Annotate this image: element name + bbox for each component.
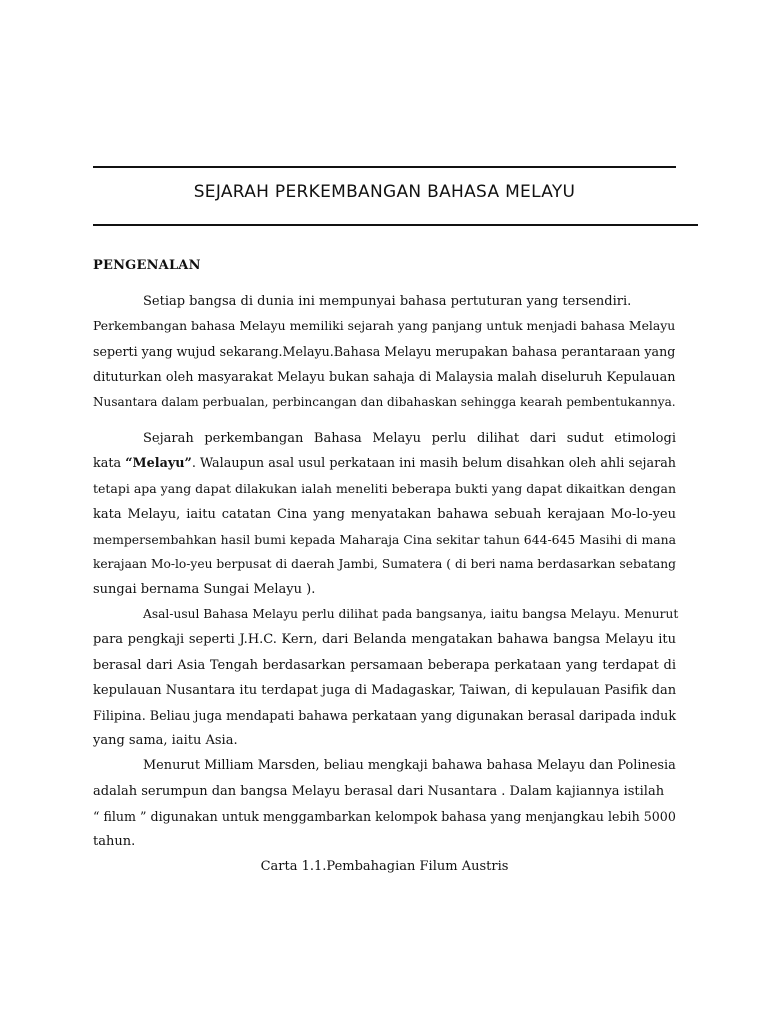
paragraph-line: tetapi apa yang dapat dilakukan ialah meneliti beberapa bukti yang dapat dikaitkan dengan xyxy=(93,481,676,497)
paragraph-line: Perkembangan bahasa Melayu memiliki sejarah yang panjang untuk menjadi bahasa Melayu xyxy=(93,319,676,334)
paragraph-line xyxy=(93,451,676,476)
paragraph-line: seperti yang wujud sekarang.Melayu.Bahasa Melayu merupakan bahasa perantaraan yang xyxy=(93,344,676,360)
paragraph-line: sungai bernama Sungai Melayu ). xyxy=(93,582,316,598)
document-body xyxy=(93,289,679,879)
paragraph-line: para pengkaji seperti J.H.C. Kern, dari Belanda mengatakan bahawa bangsa Melayu itu xyxy=(93,632,676,648)
paragraph-line: Menurut Milliam Marsden, beliau mengkaji bahawa bahasa Melayu dan Polinesia xyxy=(143,758,676,774)
paragraph-line: adalah serumpun dan bangsa Melayu berasal dari Nusantara . Dalam kajiannya istilah xyxy=(93,783,665,799)
paragraph-3 xyxy=(93,602,679,753)
paragraph-line: Sejarah perkembangan Bahasa Melayu perlu dilihat dari sudut etimologi xyxy=(143,430,676,446)
document-title: SEJARAH PERKEMBANGAN BAHASA MELAYU xyxy=(193,182,576,202)
paragraph-line: kata Melayu, iaitu catatan Cina yang menyatakan bahawa sebuah kerajaan Mo-lo-yeu xyxy=(93,506,676,522)
paragraph-line: kerajaan Mo-lo-yeu berpusat di daerah Jambi, Sumatera ( di beri nama berdasarkan sebatang xyxy=(93,556,676,571)
paragraph-line: berasal dari Asia Tengah berdasarkan persamaan beberapa perkataan yang terdapat di xyxy=(93,657,676,673)
paragraph-line: tahun. xyxy=(93,833,136,849)
paragraph-line: Setiap bangsa di dunia ini mempunyai bahasa pertuturan yang tersendiri. xyxy=(143,294,632,309)
bold-term: “Melayu” xyxy=(125,456,192,472)
section-heading: PENGENALAN xyxy=(93,258,201,273)
paragraph-line: yang sama, iaitu Asia. xyxy=(93,733,238,749)
paragraph-line: Filipina. Beliau juga mendapati bahawa perkataan yang digunakan berasal daripada induk xyxy=(93,708,676,723)
paragraph-line: Nusantara dalam perbualan, perbincangan dan dibahaskan sehingga kearah pembentukannya. xyxy=(93,394,676,409)
line-text: . Walaupun asal usul perkataan ini masih belum disahkan oleh ahli sejarah xyxy=(191,456,677,472)
paragraph-line: Asal-usul Bahasa Melayu perlu dilihat pada bangsanya, iaitu bangsa Melayu. Menurut xyxy=(143,607,679,622)
line-text: kata xyxy=(93,456,126,472)
paragraph-line: kepulauan Nusantara itu terdapat juga di Madagaskar, Taiwan, di kepulauan Pasifik dan xyxy=(93,682,677,698)
paragraph-line: mempersembahkan hasil bumi kepada Maharaja Cina sekitar tahun 644-645 Masihi di mana xyxy=(93,531,676,547)
paragraph-line: dituturkan oleh masyarakat Melayu bukan sahaja di Malaysia malah diseluruh Kepulauan xyxy=(93,369,676,385)
paragraph-1 xyxy=(93,289,676,415)
paragraph-line: “ filum ” digunakan untuk menggambarkan kelompok bahasa yang menjangkau lebih 5000 xyxy=(93,808,676,824)
title-bottom-rule xyxy=(93,224,698,226)
paragraph-4 xyxy=(93,753,676,854)
title-top-rule xyxy=(93,166,676,168)
paragraph-2 xyxy=(93,426,676,602)
figure-caption: Carta 1.1.Pembahagian Filum Austris xyxy=(260,859,509,875)
